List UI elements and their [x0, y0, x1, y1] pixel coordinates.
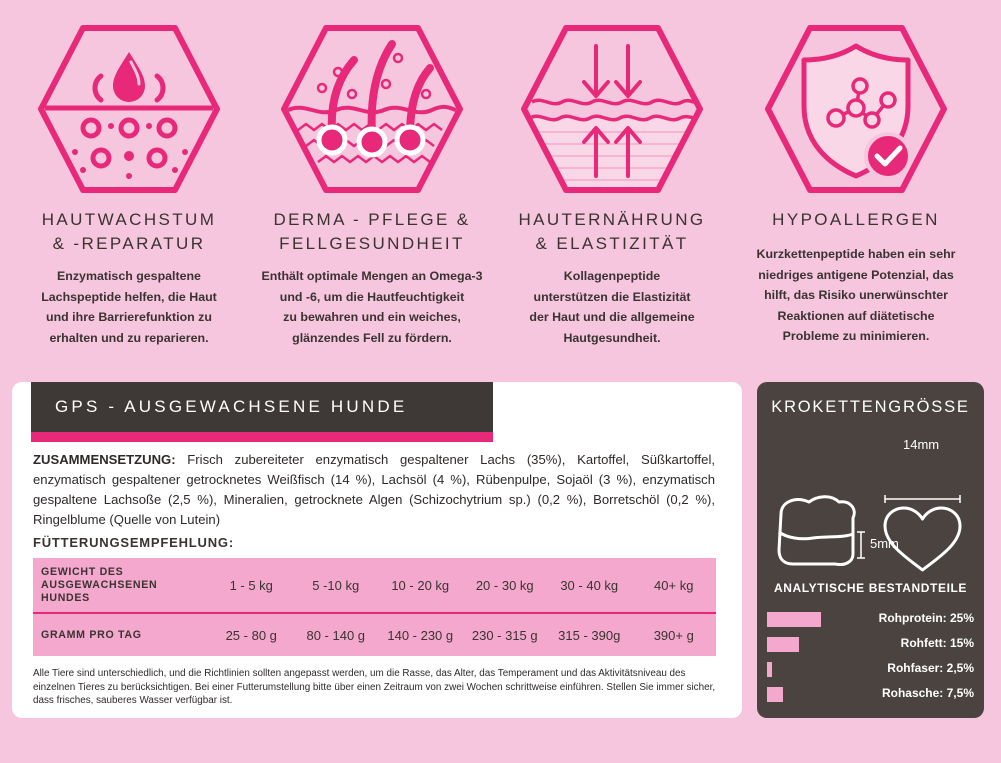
composition-text: Frisch zubereiteter enzymatisch gespaltener Lachs (35%), Kartoffel, Süßkartoffel, enzymatisch gespaltener getrocknetes Weißfisch (14 %), Lachsöl (4 %), Rübenpulpe, Sojaöl (3 %), enzymatisch gespaltene Lachsoße (2,5 %), Mineralien, getrocknete Algen (Schizochytrium sp.) (0,2 %), Borretschöl (0,2 %), Ringelblume (Quelle von Lutein)	[33, 452, 715, 527]
hair-follicle-hexagon-icon	[278, 22, 466, 196]
table-row-grams	[33, 614, 716, 656]
composition-label: ZUSAMMENSETZUNG:	[33, 452, 176, 467]
analytic-row	[767, 685, 974, 703]
table-cell: 315 - 390g	[558, 627, 621, 643]
kibble-width-label: 14mm	[903, 437, 940, 452]
skin-layers-arrows-hexagon-icon	[518, 22, 706, 196]
benefit-title: HAUTERNÄHRUNG & ELASTIZITÄT	[518, 210, 706, 253]
row-label: GRAMM PRO TAG	[41, 628, 142, 641]
kibble-height-label: 5mm	[870, 536, 899, 551]
analytic-label: Rohfett: 15%	[900, 636, 974, 650]
analytic-bar	[767, 687, 783, 702]
row-label: GEWICHT DES AUSGEWACHSENEN HUNDES	[41, 565, 158, 604]
analytic-row	[767, 610, 974, 628]
benefit-title: HAUTWACHSTUM & -REPARATUR	[41, 210, 217, 253]
benefit-description: Kollagenpeptide unterstützen die Elastizität der Haut und die allgemeine Hautgesundheit.	[529, 269, 695, 345]
analytic-label: Rohasche: 7,5%	[881, 686, 974, 700]
analytics-title: ANALYTISCHE BESTANDTEILE	[773, 581, 968, 595]
table-cell: 1 - 5 kg	[229, 577, 273, 593]
table-cell: 40+ kg	[654, 577, 694, 593]
product-info-card	[12, 382, 742, 718]
table-cell: 5 -10 kg	[312, 577, 360, 593]
shield-molecule-check-hexagon-icon	[762, 22, 950, 196]
disclaimer: Alle Tiere sind unterschiedlich, und die Richtlinien sollten angepasst werden, um die Rasse, das Alter, das Temperament und das Aktivitätsniveau des einzelnen Tieres zu berücksichtigen. Bei einer Futterumstellung bitte über einen Zeitraum von zwei Wochen schrittweise einführen. Stellen Sie immer sicher, dass frisches, sauberes Wasser verfügbar ist.	[33, 668, 716, 706]
analytic-bar	[767, 662, 772, 677]
table-cell: 80 - 140 g	[306, 627, 366, 643]
feeding-table	[33, 558, 716, 656]
table-cell: 30 - 40 kg	[560, 577, 619, 593]
benefit-derma-care	[257, 22, 487, 348]
table-row-weight	[33, 558, 716, 612]
table-cell: 25 - 80 g	[225, 627, 277, 643]
kibble-title: KROKETTENGRÖSSE	[771, 398, 970, 416]
benefit-description: Kurzkettenpeptide haben ein sehr niedriges antigene Potenzial, das hilft, das Risiko unerwünschter Reaktionen auf diätetische Probleme zu minimieren.	[756, 247, 956, 343]
skin-repair-hexagon-icon	[35, 22, 223, 196]
analytic-label: Rohfaser: 2,5%	[887, 661, 974, 675]
benefit-description: Enzymatisch gespaltene Lachspeptide helfen, die Haut und ihre Barrierefunktion zu erhalten und zu reparieren.	[41, 269, 217, 345]
analytic-row	[767, 635, 974, 653]
title-accent-bar	[31, 432, 493, 442]
analytic-bar	[767, 637, 799, 652]
table-cell: 10 - 20 kg	[391, 577, 450, 593]
benefit-title: DERMA - PFLEGE & FELLGESUNDHEIT	[273, 210, 471, 253]
analytic-row	[767, 660, 974, 678]
benefit-nutrition-elasticity	[497, 22, 727, 348]
analytic-label: Rohprotein: 25%	[878, 611, 974, 625]
composition	[33, 450, 715, 530]
table-cell: 230 - 315 g	[471, 627, 538, 643]
benefit-skin-repair	[14, 22, 244, 348]
feeding-heading: FÜTTERUNGSEMPFEHLUNG:	[33, 535, 234, 550]
kibble-size-card	[757, 382, 984, 718]
table-cell: 140 - 230 g	[387, 627, 454, 643]
benefit-title: HYPOALLERGEN	[772, 210, 940, 229]
benefit-description: Enthält optimale Mengen an Omega-3 und -6, um die Hautfeuchtigkeit zu bewahren und ein weiches, glänzendes Fell zu fördern.	[261, 269, 483, 345]
table-cell: 20 - 30 kg	[475, 577, 534, 593]
product-title: GPS - AUSGEWACHSENE HUNDE	[31, 382, 493, 432]
table-cell: 390+ g	[653, 627, 694, 643]
benefit-hypoallergenic	[741, 22, 971, 347]
analytic-bar	[767, 612, 821, 627]
